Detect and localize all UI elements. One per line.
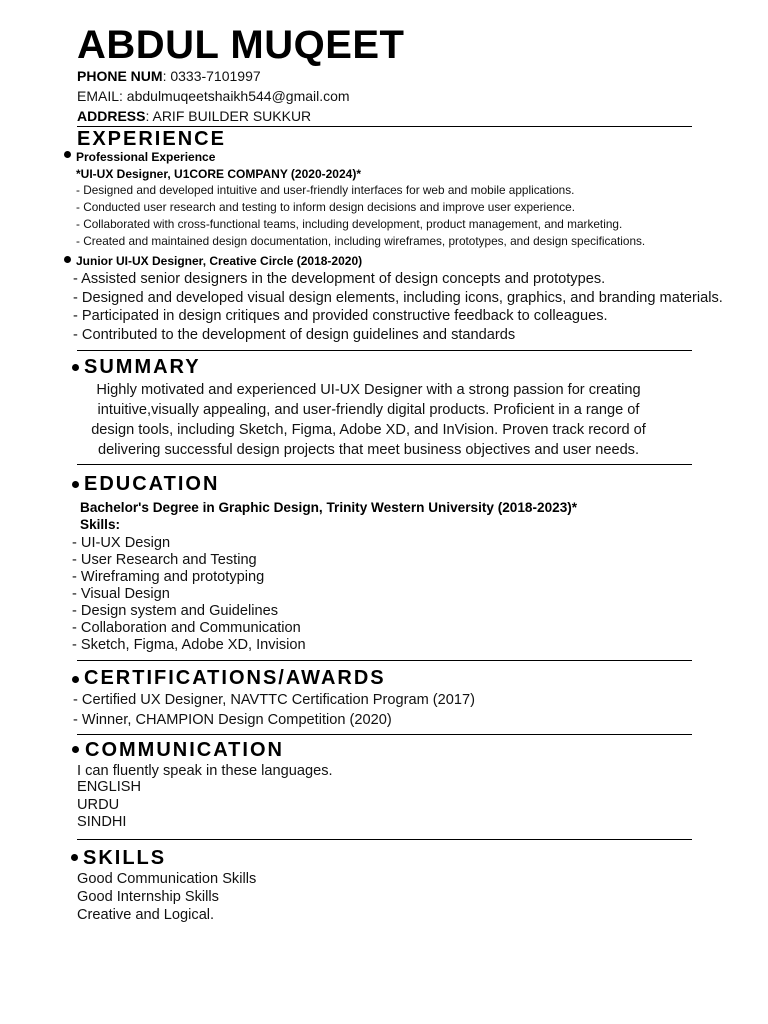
- communication-heading: COMMUNICATION: [85, 739, 284, 761]
- list-item: Good Communication Skills: [77, 871, 257, 887]
- resume-name: ABDUL MUQEET: [77, 23, 405, 67]
- job2-duties: [73, 270, 723, 344]
- list-item: - Collaboration and Communication: [72, 620, 301, 636]
- divider: [77, 464, 692, 465]
- education-skills-list: [72, 535, 306, 654]
- list-item: - Visual Design: [72, 586, 170, 602]
- list-item: - Participated in design critiques and provided constructive feedback to colleagues.: [73, 308, 608, 324]
- list-item: - Collaborated with cross-functional teams, including development, product management, and marketing.: [76, 217, 623, 231]
- bullet-icon: [72, 746, 79, 753]
- list-item: - User Research and Testing: [72, 552, 257, 568]
- certifications-list: [73, 690, 475, 730]
- phone-line: [77, 67, 261, 85]
- list-item: - Sketch, Figma, Adobe XD, Invision: [72, 637, 306, 653]
- list-item: Creative and Logical.: [77, 907, 215, 923]
- bullet-icon: [71, 854, 78, 861]
- list-item: - Conducted user research and testing to inform design decisions and improve user experience.: [76, 200, 576, 214]
- list-item: - Design system and Guidelines: [72, 603, 279, 619]
- bullet-icon: [64, 151, 71, 158]
- phone-value: : 0333-7101997: [162, 68, 261, 84]
- degree-line: Bachelor's Degree in Graphic Design, Trinity Western University (2018-2023)*: [80, 500, 578, 515]
- list-item: - Certified UX Designer, NAVTTC Certification Program (2017): [73, 692, 475, 708]
- address-label: ADDRESS: [77, 108, 146, 124]
- skills-heading: SKILLS: [83, 847, 167, 869]
- bullet-icon: [72, 481, 79, 488]
- list-item: - Winner, CHAMPION Design Competition (2020): [73, 712, 392, 728]
- address-value: : ARIF BUILDER SUKKUR: [145, 108, 312, 124]
- list-item: Good Internship Skills: [77, 889, 219, 905]
- skills-list: [77, 870, 256, 924]
- bullet-icon: [72, 364, 79, 371]
- email-value: : abdulmuqeetshaikh544@gmail.com: [119, 88, 350, 104]
- education-heading: EDUCATION: [84, 473, 220, 495]
- list-item: - Designed and developed intuitive and user-friendly interfaces for web and mobile applications.: [76, 183, 575, 197]
- list-item: - Assisted senior designers in the development of design concepts and prototypes.: [73, 271, 606, 287]
- certifications-heading: CERTIFICATIONS/AWARDS: [84, 667, 386, 689]
- list-item: URDU: [77, 796, 120, 813]
- job2-title: Junior UI-UX Designer, Creative Circle (2018-2020): [76, 254, 363, 268]
- list-item: - Contributed to the development of design guidelines and standards: [73, 326, 516, 343]
- divider: [77, 350, 692, 351]
- job1-duties: [76, 182, 645, 250]
- languages-list: [77, 779, 141, 832]
- communication-intro: I can fluently speak in these languages.: [77, 763, 333, 779]
- list-item: SINDHI: [77, 814, 127, 830]
- list-item: - UI-UX Design: [72, 535, 171, 551]
- experience-heading: EXPERIENCE: [77, 128, 226, 150]
- phone-label: PHONE NUM: [77, 68, 163, 84]
- bullet-icon: [72, 676, 79, 683]
- professional-experience-label: Professional Experience: [76, 150, 216, 164]
- summary-text: Highly motivated and experienced UI-UX Designer with a strong passion for creating intuitive,visually appealing, and user-friendly digital products. Proficient in a range of design tools, including Sketch, Figma, Adobe XD, and InVision. Proven track record of delivering successful design projects that meet business objectives and user needs.: [91, 382, 646, 458]
- list-item: - Designed and developed visual design elements, including icons, graphics, and branding materials.: [73, 289, 723, 306]
- bullet-icon: [64, 256, 71, 263]
- email-line: [77, 87, 350, 105]
- job1-title: *UI-UX Designer, U1CORE COMPANY (2020-2024)*: [76, 167, 361, 181]
- email-label: EMAIL: [77, 88, 120, 104]
- list-item: ENGLISH: [77, 779, 142, 795]
- summary-heading: SUMMARY: [84, 356, 201, 378]
- skills-label: Skills:: [80, 517, 121, 532]
- list-item: - Created and maintained design documentation, including wireframes, prototypes, and design specifications.: [76, 234, 646, 248]
- list-item: - Wireframing and prototyping: [72, 569, 265, 585]
- divider: [77, 839, 692, 840]
- address-line: [77, 107, 311, 125]
- divider: [77, 734, 692, 735]
- divider: [77, 660, 692, 661]
